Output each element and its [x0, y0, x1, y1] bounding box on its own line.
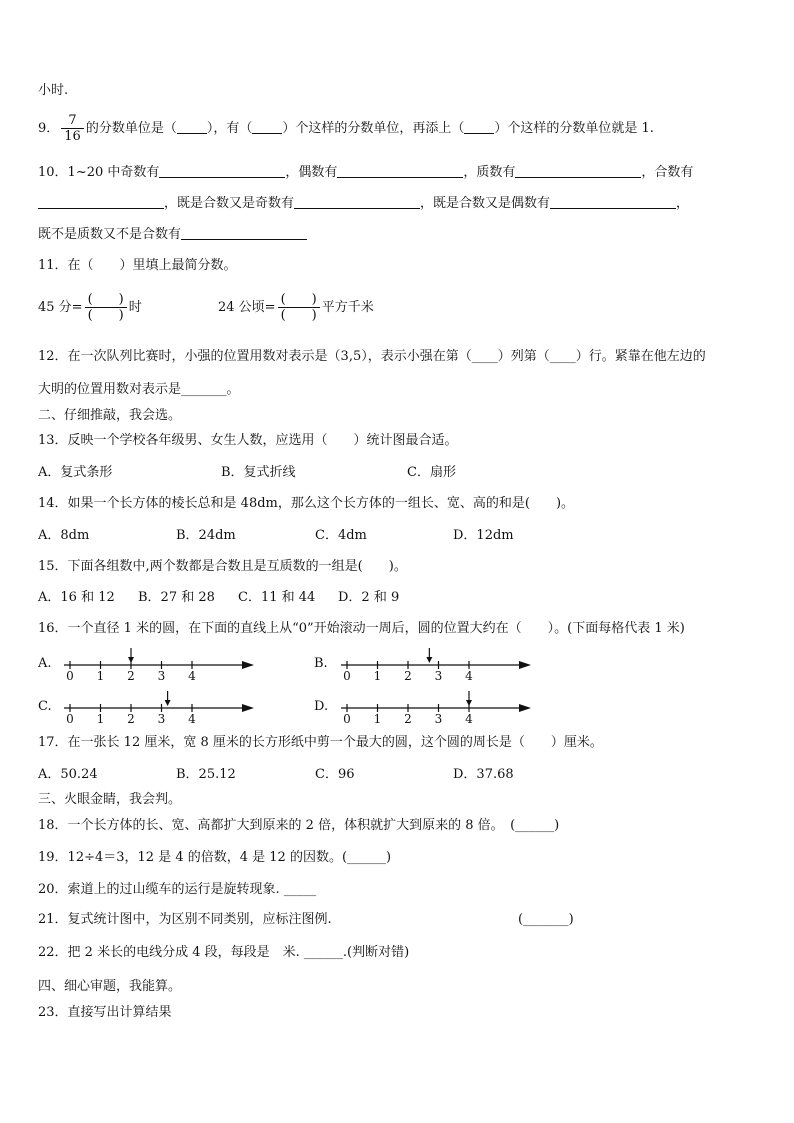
- fraction-numerator: 7: [61, 113, 84, 129]
- q10-text-4: ，合数有: [641, 165, 694, 180]
- number-line-tick-label: 2: [127, 712, 135, 726]
- q21-text: 21．复式统计图中，为区别不同类别，应标注图例.: [38, 912, 332, 927]
- number-line-tick-label: 4: [465, 712, 473, 726]
- q9-blank-1[interactable]: [177, 119, 207, 134]
- q10-blank-even[interactable]: [337, 163, 463, 178]
- number-line-tick-label: 0: [343, 669, 351, 683]
- question-12-line-2: 大明的位置用数对表示是_______。: [38, 382, 240, 397]
- q11a-den: ( ): [87, 308, 124, 323]
- question-23: 23．直接写出计算结果: [38, 1005, 172, 1020]
- q11a-num: ( ): [85, 292, 127, 308]
- question-9: [38, 112, 654, 146]
- number-line-tick-label: 2: [404, 712, 412, 726]
- number-line-tick-label: 4: [188, 669, 196, 683]
- q10-text-2: ，偶数有: [285, 165, 338, 180]
- number-line-tick-label: 0: [66, 712, 74, 726]
- question-12-line-1: 12．在一次队列比赛时，小强的位置用数对表示是（3,5），表示小强在第（____）列第（____）行。紧靠在他左边的: [38, 349, 706, 364]
- q10-blank-composite[interactable]: [38, 194, 164, 209]
- q11b-right: 平方千米: [321, 300, 374, 315]
- question-15-stem: 15．下面各组数中,两个数都是合数且是互质数的一组是( )。: [38, 559, 407, 574]
- q13-option-b[interactable]: B．复式折线: [221, 465, 296, 480]
- number-line-tick-label: 3: [157, 712, 166, 726]
- q10-text-6: ，既是合数又是偶数有: [420, 196, 551, 211]
- q16-number-line-a[interactable]: [60, 645, 260, 685]
- fraction-denominator: 16: [64, 129, 81, 144]
- q10-blank-odd-composite[interactable]: [294, 194, 420, 209]
- question-13-stem: 13．反映一个学校各年级男、女生人数，应选用（ ）统计图最合适。: [38, 433, 458, 448]
- q11b-num: ( ): [278, 292, 320, 308]
- q11a-left: 45 分=: [38, 300, 83, 315]
- q11b-fraction[interactable]: [278, 292, 320, 323]
- number-line-arrowhead: [242, 661, 254, 669]
- q14-option-b[interactable]: B．24dm: [176, 528, 236, 543]
- question-14-options: [38, 527, 514, 545]
- question-16-stem: 16．一个直径 1 米的圆，在下面的直线上从“0”开始滚动一周后，圆的位置大约在（ ）。(下面每格代表 1 米): [38, 621, 685, 636]
- q9-text-2: ），有（: [206, 121, 253, 136]
- number-line-tick-label: 0: [66, 669, 74, 683]
- q14-option-c[interactable]: C．4dm: [315, 528, 367, 543]
- q21-answer-paren[interactable]: (_______): [518, 912, 574, 927]
- q10-text-1: 10．1~20 中奇数有: [38, 165, 160, 180]
- q11b-left: 24 公顷=: [218, 300, 276, 315]
- question-11-a: [38, 290, 142, 326]
- q16-number-line-b[interactable]: [337, 645, 537, 685]
- q14-option-a[interactable]: A．8dm: [38, 528, 90, 543]
- number-line-tick-label: 2: [404, 669, 412, 683]
- number-line-tick-label: 1: [373, 669, 382, 683]
- q9-text-3: ）个这样的分数单位，再添上（: [282, 121, 465, 136]
- q10-blank-odd[interactable]: [159, 163, 285, 178]
- q15-option-b[interactable]: B．27 和 28: [138, 590, 215, 605]
- q16-option-c-label[interactable]: C.: [38, 699, 52, 714]
- q10-blank-neither[interactable]: [181, 225, 307, 240]
- q16-number-line-c[interactable]: [60, 688, 260, 728]
- q10-text-3: ，质数有: [463, 165, 516, 180]
- number-line-tick-label: 1: [96, 669, 105, 683]
- question-13-options: [38, 464, 456, 482]
- position-arrow-head: [466, 700, 472, 706]
- q15-option-a[interactable]: A．16 和 12: [38, 590, 115, 605]
- question-18: 18．一个长方体的长、宽、高都扩大到原来的 2 倍，体积就扩大到原来的 8 倍。 (______): [38, 818, 560, 833]
- q11b-den: ( ): [280, 308, 317, 323]
- q16-option-b-label[interactable]: B.: [314, 656, 328, 671]
- q9-text-4: ）个这样的分数单位就是 1.: [494, 121, 654, 136]
- question-11-stem: 11．在（ ）里填上最简分数。: [38, 258, 237, 273]
- q9-blank-3[interactable]: [464, 119, 494, 134]
- q11a-right: 时: [128, 300, 142, 315]
- q10-blank-even-composite[interactable]: [550, 194, 676, 209]
- q10-blank-prime[interactable]: [515, 163, 641, 178]
- question-17-options: [38, 766, 514, 784]
- number-line-arrowhead: [242, 704, 254, 712]
- q16-option-a-label[interactable]: A.: [38, 656, 52, 671]
- q13-option-a[interactable]: A．复式条形: [38, 465, 113, 480]
- q15-option-d[interactable]: D．2 和 9: [338, 590, 400, 605]
- number-line-tick-label: 2: [127, 669, 135, 683]
- q17-option-b[interactable]: B．25.12: [176, 767, 236, 782]
- q9-number: 9．: [38, 121, 60, 136]
- q13-option-c[interactable]: C．扇形: [407, 465, 456, 480]
- question-10-line-3: [38, 225, 307, 244]
- number-line-tick-label: 3: [434, 669, 443, 683]
- position-arrow-head: [128, 657, 134, 663]
- number-line-tick-label: 1: [96, 712, 105, 726]
- section-2-heading: 二、仔细推敲，我会选。: [38, 408, 182, 423]
- q10-text-7: ，: [676, 196, 690, 211]
- q16-number-line-d[interactable]: [337, 688, 537, 728]
- number-line-arrowhead: [519, 704, 531, 712]
- q16-option-d-label[interactable]: D.: [314, 699, 329, 714]
- number-line-tick-label: 1: [373, 712, 382, 726]
- position-arrow-head: [426, 657, 432, 663]
- question-14-stem: 14．如果一个长方体的棱长总和是 48dm，那么这个长方体的一组长、宽、高的和是( )。: [38, 496, 575, 511]
- q17-option-a[interactable]: A．50.24: [38, 767, 98, 782]
- q11a-fraction[interactable]: [85, 292, 127, 323]
- q14-option-d[interactable]: D．12dm: [453, 528, 514, 543]
- question-15-options: [38, 589, 399, 607]
- number-line-tick-label: 0: [343, 712, 351, 726]
- section-4-heading: 四、细心审题，我能算。: [38, 979, 182, 994]
- q9-text-1: 的分数单位是（: [85, 121, 177, 136]
- question-10-line-1: [38, 163, 693, 182]
- question-17-stem: 17．在一张长 12 厘米，宽 8 厘米的长方形纸中剪一个最大的圆，这个圆的周长是（ ）厘米。: [38, 735, 603, 750]
- question-21: [38, 911, 332, 929]
- question-22: 22．把 2 米长的电线分成 4 段，每段是 米. ______.(判断对错): [38, 945, 410, 960]
- q15-option-c[interactable]: C．11 和 44: [238, 590, 316, 605]
- question-11-b: [218, 290, 374, 326]
- question-20: 20．索道上的过山缆车的运行是旋转现象. _____: [38, 882, 317, 897]
- q17-option-d[interactable]: D．37.68: [453, 767, 514, 782]
- fraction-7-16: [61, 113, 84, 144]
- question-10-line-2: [38, 194, 689, 213]
- section-3-heading: 三、火眼金睛，我会判。: [38, 792, 182, 807]
- number-line-tick-label: 4: [465, 669, 473, 683]
- q17-option-c[interactable]: C．96: [315, 767, 355, 782]
- q10-text-5: ，既是合数又是奇数有: [164, 196, 295, 211]
- question-19: 19．12÷4＝3，12 是 4 的倍数，4 是 12 的因数。(______): [38, 850, 392, 865]
- q9-blank-2[interactable]: [252, 119, 282, 134]
- continued-line: 小时.: [38, 83, 69, 98]
- number-line-arrowhead: [519, 661, 531, 669]
- q10-text-8: 既不是质数又不是合数有: [38, 227, 182, 242]
- position-arrow-head: [165, 700, 171, 706]
- number-line-tick-label: 3: [434, 712, 443, 726]
- number-line-tick-label: 4: [188, 712, 196, 726]
- number-line-tick-label: 3: [157, 669, 166, 683]
